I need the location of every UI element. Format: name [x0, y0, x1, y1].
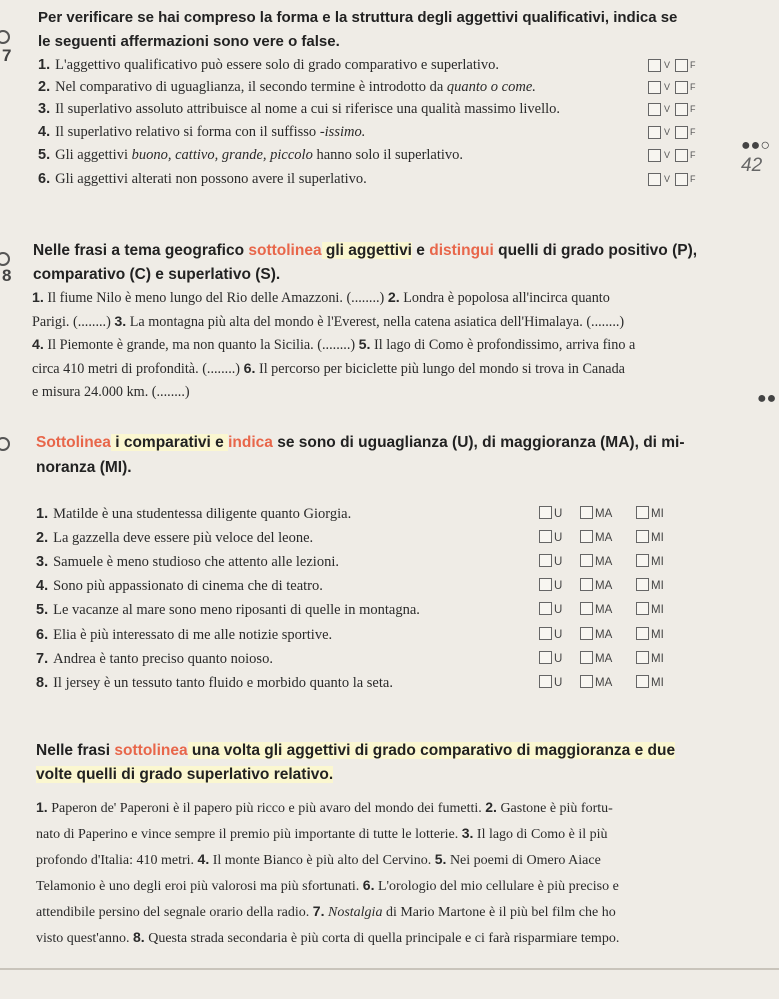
- false-checkbox[interactable]: [675, 103, 688, 116]
- exercise-paragraph: 1. Il fiume Nilo è meno lungo del Rio delle Amazzoni. (........) 2. Londra è popolosa all'incirca quanto Parigi. (........) 3. La montagna più alta del mondo è l'Everest, nella catena asiatica dell'Himalaya. (........) 4. Il Piemonte è grande, ma non quanto la Sicilia. (........) 5. Il lago di Como è profondissimo, arriva fino a circa 410 metri di profondità. (........) 6. Il percorso per biciclette più lungo del mondo si trova in Canada e misura 24.000 km. (........): [32, 290, 636, 400]
- exercise-item: 6. Elia è più interessato di me alle notizie sportive. U MA MI: [36, 623, 736, 647]
- exercise-heading: Nelle frasi a tema geografico sottolinea gli aggettivi e distingui quelli di grado positivo (P),: [33, 242, 698, 259]
- option-u[interactable]: U: [539, 526, 562, 550]
- option-ma[interactable]: MA: [580, 671, 612, 695]
- option-ma[interactable]: MA: [580, 623, 612, 647]
- exercise-item: 3. Samuele è meno studioso che attento alle lezioni. U MA MI: [36, 550, 736, 574]
- option-mi[interactable]: MI: [636, 623, 664, 647]
- exercise-heading: Per verificare se hai compreso la forma e la struttura degli aggettivi qualificativi, indica se: [38, 9, 678, 26]
- exercise-number: 7: [2, 46, 12, 65]
- exercise-item: 8. Il jersey è un tessuto tanto fluido e morbido quanto la seta. U MA MI: [36, 671, 736, 695]
- option-u[interactable]: U: [539, 647, 562, 671]
- option-mi[interactable]: MI: [636, 574, 664, 598]
- tf-item: 2. Nel comparativo di uguaglianza, il secondo termine è introdotto da quanto o come. V F: [38, 79, 696, 95]
- option-mi[interactable]: MI: [636, 502, 664, 526]
- exercise-heading-line2: noranza (MI).: [36, 459, 132, 476]
- false-checkbox[interactable]: [675, 126, 688, 139]
- exercise-paragraph: 1. Paperon de' Paperoni è il papero più ricco e più avaro del mondo dei fumetti. 2. Gastone è più fortu- nato di Paperino e vince sempre il premio più importante di tutte le lotterie. 3. Il lago di Como è il più profondo d'Italia: 410 metri. 4. Il monte Bianco è più alto del Cervino. 5. Nei poemi di Omero Aiace Telamonio è uno degli eroi più valorosi ma più sfortunati. 6. L'orologio del mio cellulare è più preciso e attendibile persino del segnale orario della radio. 7. Nostalgia di Mario Martone è il più bel film che ho visto quest'anno. 8. Questa strada secondaria è più corta di quella principale e ci farà risparmiare tempo.: [36, 799, 620, 946]
- option-ma[interactable]: MA: [580, 550, 612, 574]
- exercise-number: 8: [2, 266, 12, 285]
- option-u[interactable]: U: [539, 574, 562, 598]
- option-ma[interactable]: MA: [580, 598, 612, 622]
- tf-item: 6. Gli aggettivi alterati non possono avere il superlativo. V F: [38, 171, 696, 187]
- false-checkbox[interactable]: [675, 149, 688, 162]
- tf-item: 5. Gli aggettivi buono, cattivo, grande, piccolo hanno solo il superlativo. V F: [38, 147, 696, 163]
- option-ma[interactable]: MA: [580, 526, 612, 550]
- option-ma[interactable]: MA: [580, 574, 612, 598]
- exercise-heading-line2: comparativo (C) e superlativo (S).: [33, 266, 281, 283]
- tf-item: 4. Il superlativo relativo si forma con il suffisso -issimo. V F: [38, 124, 696, 140]
- exercise-item: 4. Sono più appassionato di cinema che di teatro. U MA MI: [36, 574, 736, 598]
- exercise-item: 1. Matilde è una studentessa diligente quanto Giorgia. U MA MI: [36, 502, 736, 526]
- option-mi[interactable]: MI: [636, 598, 664, 622]
- exercise-heading: Sottolinea i comparativi e indica se sono di uguaglianza (U), di maggioranza (MA), di mi-: [36, 434, 685, 451]
- option-u[interactable]: U: [539, 598, 562, 622]
- exercise-circle-icon: [0, 30, 10, 44]
- exercise-heading-line2: le seguenti affermazioni sono vere o false.: [38, 33, 340, 50]
- exercise-item: 2. La gazzella deve essere più veloce del leone. U MA MI: [36, 526, 736, 550]
- exercise-heading: Nelle frasi sottolinea una volta gli aggettivi di grado comparativo di maggioranza e due: [36, 742, 676, 759]
- exercise-heading-line2: volte quelli di grado superlativo relativo.: [36, 766, 334, 783]
- exercise-circle-icon: [0, 252, 10, 266]
- handwritten-note: 42: [741, 155, 763, 176]
- exercise-item: 5. Le vacanze al mare sono meno riposanti di quelle in montagna. U MA MI: [36, 598, 736, 622]
- true-checkbox[interactable]: [648, 103, 661, 116]
- page-fold-divider: [0, 968, 779, 970]
- option-mi[interactable]: MI: [636, 671, 664, 695]
- option-mi[interactable]: MI: [636, 647, 664, 671]
- tf-item: 1. L'aggettivo qualificativo può essere solo di grado comparativo e superlativo. V F: [38, 57, 696, 73]
- true-checkbox[interactable]: [648, 81, 661, 94]
- option-ma[interactable]: MA: [580, 502, 612, 526]
- true-checkbox[interactable]: [648, 59, 661, 72]
- false-checkbox[interactable]: [675, 173, 688, 186]
- true-checkbox[interactable]: [648, 126, 661, 139]
- tf-item: 3. Il superlativo assoluto attribuisce al nome a cui si riferisce una qualità massimo livello. V F: [38, 101, 696, 117]
- option-u[interactable]: U: [539, 623, 562, 647]
- margin-dots-icon: ●●○: [741, 137, 770, 154]
- exercise-circle-icon: [0, 437, 10, 451]
- false-checkbox[interactable]: [675, 81, 688, 94]
- true-checkbox[interactable]: [648, 173, 661, 186]
- option-u[interactable]: U: [539, 502, 562, 526]
- option-mi[interactable]: MI: [636, 526, 664, 550]
- option-u[interactable]: U: [539, 550, 562, 574]
- true-checkbox[interactable]: [648, 149, 661, 162]
- option-mi[interactable]: MI: [636, 550, 664, 574]
- exercise-item: 7. Andrea è tanto preciso quanto noioso. U MA MI: [36, 647, 736, 671]
- option-ma[interactable]: MA: [580, 647, 612, 671]
- option-u[interactable]: U: [539, 671, 562, 695]
- false-checkbox[interactable]: [675, 59, 688, 72]
- margin-dots-icon: ●●: [757, 390, 777, 407]
